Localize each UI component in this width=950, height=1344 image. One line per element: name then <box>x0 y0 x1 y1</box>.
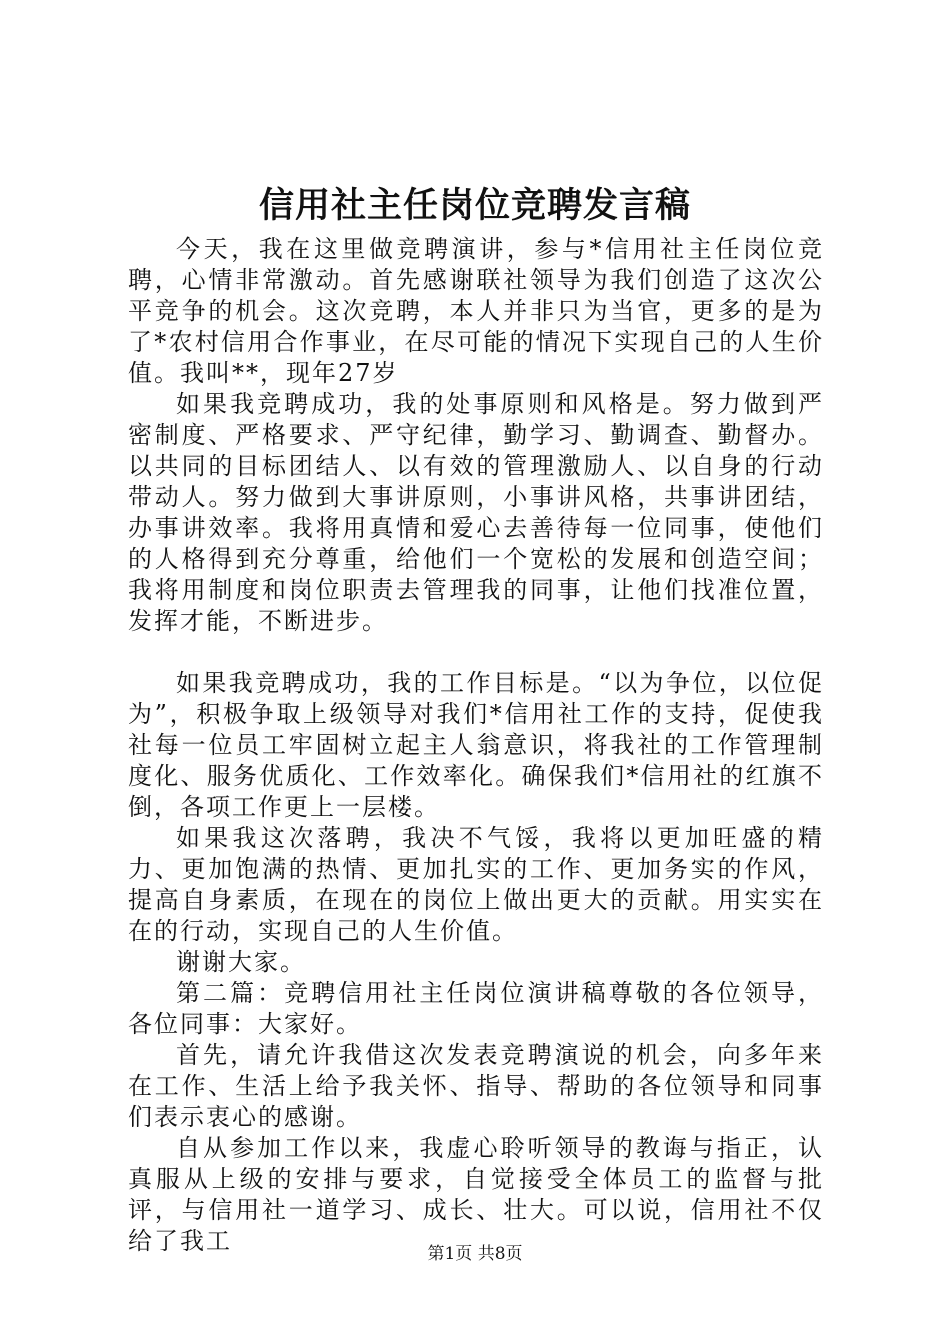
paragraph-if-not-selected: 如果我这次落聘，我决不气馁，我将以更加旺盛的精力、更加饱满的热情、更加扎实的工作、更加务实的作风，提高自身素质，在现在的岗位上做出更大的贡献。用实实在在的行动，实现自己的人生价值。 <box>128 824 824 945</box>
document-body <box>128 234 824 1257</box>
paragraph-gratitude: 首先，请允许我借这次发表竞聘演说的机会，向多年来在工作、生活上给予我关怀、指导、帮助的各位领导和同事们表示衷心的感谢。 <box>128 1041 824 1131</box>
paragraph-intro: 今天，我在这里做竞聘演讲，参与*信用社主任岗位竞聘，心情非常激动。首先感谢联社领导为我们创造了这次公平竞争的机会。这次竞聘，本人并非只为当官，更多的是为了*农村信用合作事业，在尽可能的情况下实现自己的人生价值。我叫**，现年27岁 <box>128 235 824 387</box>
document-title: 信用社主任岗位竞聘发言稿 <box>258 185 691 226</box>
paragraph-thanks: 谢谢大家。 <box>176 948 306 976</box>
paragraph-work-history: 自从参加工作以来，我虚心聆听领导的教诲与指正，认真服从上级的安排与要求，自觉接受全体员工的监督与批评，与信用社一道学习、成长、壮大。可以说，信用社不仅给了我工 <box>128 1134 824 1255</box>
paragraph-second-article-heading: 第二篇：竞聘信用社主任岗位演讲稿尊敬的各位领导，各位同事：大家好。 <box>128 979 824 1038</box>
paragraph-principles: 如果我竞聘成功，我的处事原则和风格是。努力做到严密制度、严格要求、严守纪律，勤学习、勤调查、勤督办。以共同的目标团结人、以有效的管理激励人、以自身的行动带动人。努力做到大事讲原则，小事讲风格，共事讲团结，办事讲效率。我将用真情和爱心去善待每一位同事，使他们的人格得到充分尊重，给他们一个宽松的发展和创造空间；我将用制度和岗位职责去管理我的同事，让他们找准位置，发挥才能，不断进步。 <box>128 390 824 635</box>
paragraph-goals: 如果我竞聘成功，我的工作目标是。“以为争位，以位促为”，积极争取上级领导对我们*信用社工作的支持，促使我社每一位员工牢固树立起主人翁意识，将我社的工作管理制度化、服务优质化、工作效率化。确保我们*信用社的红旗不倒，各项工作更上一层楼。 <box>128 669 824 821</box>
page-number-footer: 第1页 共8页 <box>427 1244 523 1264</box>
